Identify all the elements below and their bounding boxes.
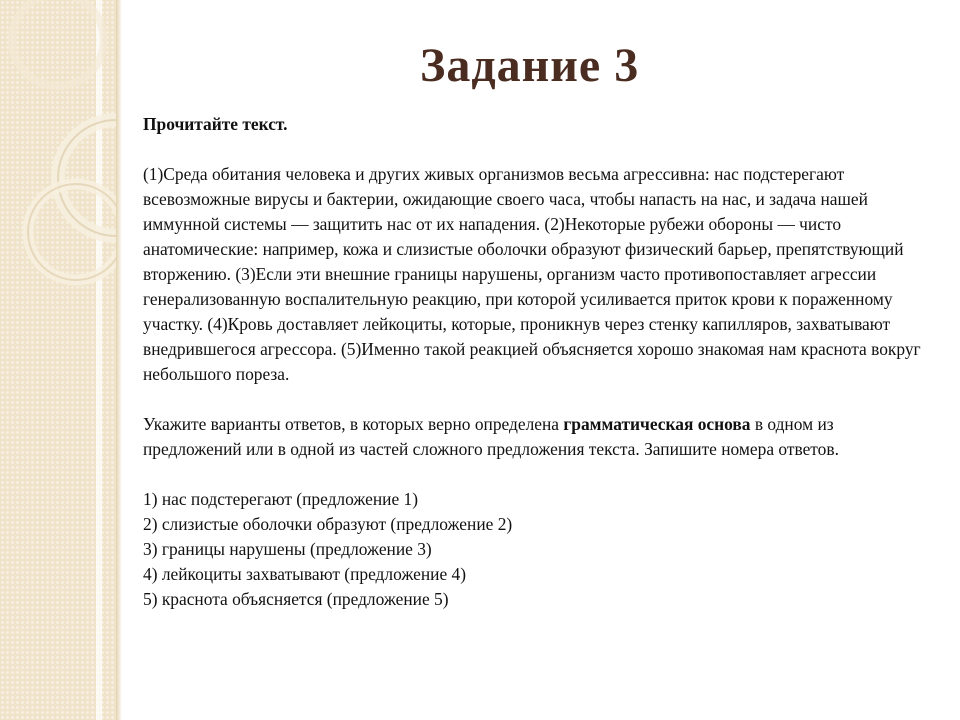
band-edge-shadow bbox=[116, 0, 122, 720]
ring-ornament bbox=[0, 0, 116, 720]
slide-title: Задание 3 bbox=[420, 39, 640, 92]
spacer bbox=[143, 462, 923, 487]
decorative-side-band bbox=[0, 0, 116, 720]
spacer bbox=[143, 387, 923, 412]
answer-options bbox=[143, 487, 923, 612]
answer-option-5: 5) краснота объясняется (предложение 5) bbox=[143, 589, 449, 609]
question-text bbox=[143, 412, 923, 462]
answer-option-4: 4) лейкоциты захватывают (предложение 4) bbox=[143, 564, 467, 584]
instruction-heading: Прочитайте текст. bbox=[143, 114, 288, 134]
spacer bbox=[143, 137, 923, 162]
question-bold-term: грамматическая основа bbox=[563, 414, 751, 434]
slide-content bbox=[143, 112, 923, 612]
answer-option-2: 2) слизистые оболочки образуют (предложение 2) bbox=[143, 514, 513, 534]
answer-option-3: 3) границы нарушены (предложение 3) bbox=[143, 539, 432, 559]
reading-passage: (1)Среда обитания человека и других живых организмов весьма агрессивна: нас подстерегают всевозможные вирусы и бактерии, ожидающие своего часа, чтобы напасть на нас, и задача нашей иммунной системы — защитить нас от их нападения. (2)Некоторые рубежи обороны — чисто анатомические: например, кожа и слизистые оболочки образуют физический барьер, препятствующий вторжению. (3)Если эти внешние границы нарушены, организм часто противопоставляет агрессии генерализованную воспалительную реакцию, при которой усиливается приток крови к пораженному участку. (4)Кровь доставляет лейкоциты, которые, проникнув через стенку капилляров, захватывают внедрившегося агрессора. (5)Именно такой реакцией объясняется хорошо знакомая нам краснота вокруг небольшого пореза. bbox=[143, 164, 921, 384]
question-text-end: в одном из предложений или в одной из частей сложного предложения текста. Запишите номера ответов. bbox=[143, 414, 839, 459]
answer-option-1: 1) нас подстерегают (предложение 1) bbox=[143, 489, 419, 509]
question-text-start: Укажите варианты ответов, в которых верно определена bbox=[143, 414, 564, 434]
